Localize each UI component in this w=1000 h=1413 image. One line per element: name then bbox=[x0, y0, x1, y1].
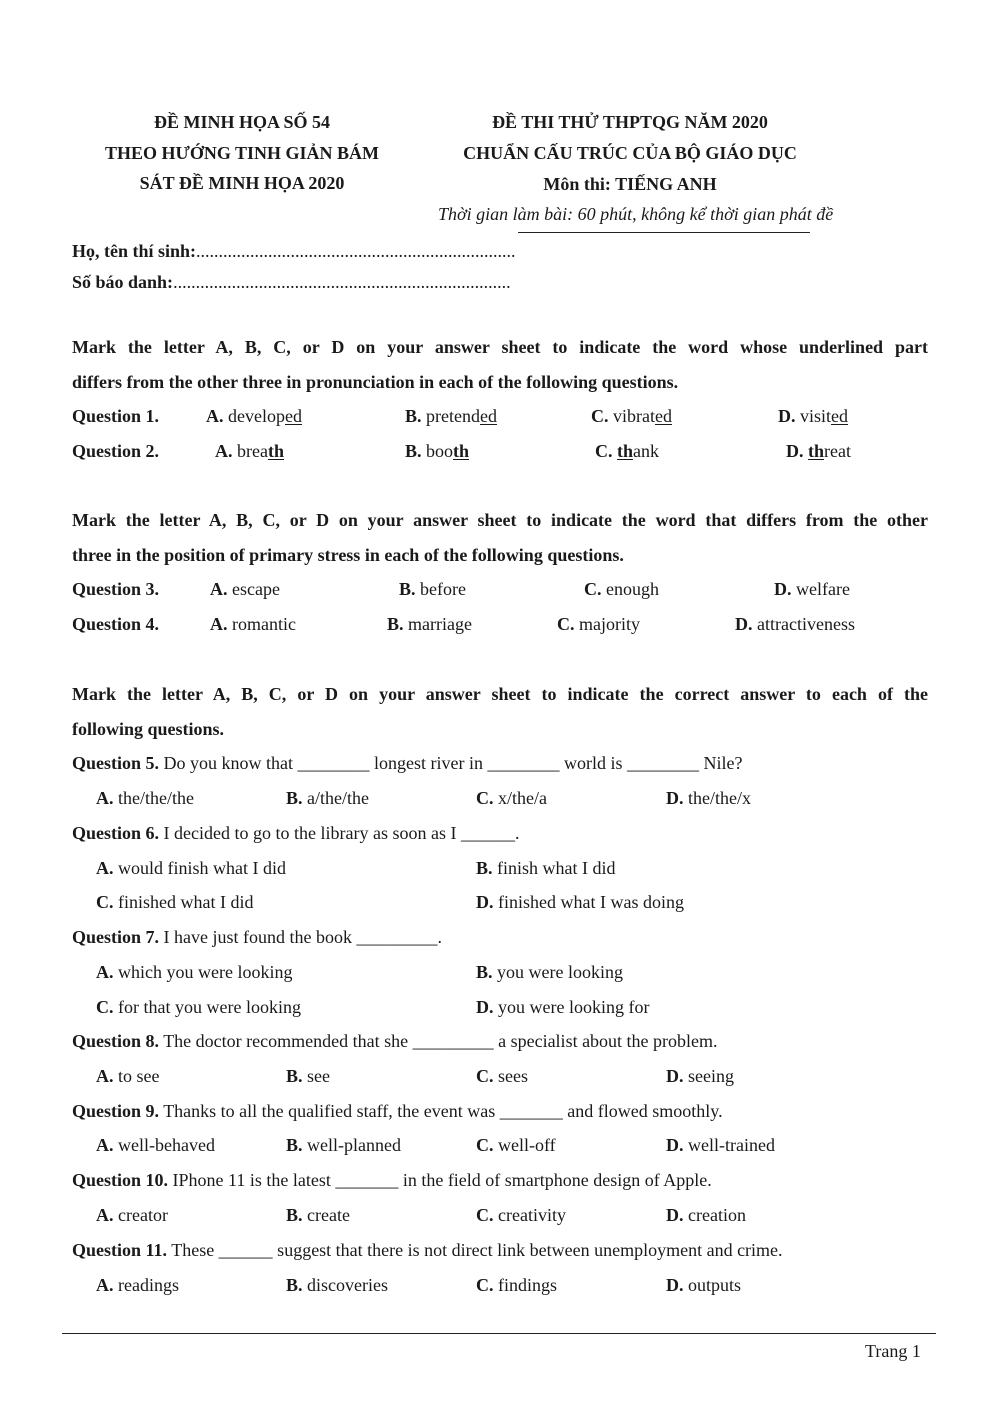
option-text: creator bbox=[118, 1205, 168, 1225]
option-letter: C. bbox=[591, 406, 609, 426]
question-8-option-c[interactable] bbox=[476, 1066, 528, 1087]
option-letter: A. bbox=[210, 614, 228, 634]
option-text: creativity bbox=[498, 1205, 566, 1225]
section3-instruction-line1: Mark the letter A, B, C, or D on your answer sheet to indicate the correct answer to each of the bbox=[72, 684, 928, 704]
question-11-option-a[interactable] bbox=[96, 1275, 179, 1296]
option-text: escape bbox=[232, 579, 280, 599]
question-8-option-d[interactable] bbox=[666, 1066, 734, 1087]
question-9-stem bbox=[72, 1101, 723, 1122]
question-8-option-a[interactable] bbox=[96, 1066, 159, 1087]
question-8-option-b[interactable] bbox=[286, 1066, 330, 1087]
option-text: vibrat bbox=[613, 406, 655, 426]
question-3-option-d[interactable] bbox=[774, 579, 850, 600]
option-letter: A. bbox=[96, 1205, 114, 1225]
option-letter: C. bbox=[595, 441, 613, 461]
question-3-label: Question 3. bbox=[72, 579, 160, 599]
question-3-option-a[interactable] bbox=[210, 579, 280, 600]
header-left-line2: THEO HƯỚNG TINH GIẢN BÁM bbox=[104, 143, 380, 163]
option-letter: A. bbox=[96, 1066, 114, 1086]
option-letter: C. bbox=[557, 614, 575, 634]
option-text: well-trained bbox=[688, 1135, 775, 1155]
question-label: Question 9. bbox=[72, 1101, 160, 1121]
question-text: I have just found the book _________. bbox=[159, 927, 442, 947]
option-text: romantic bbox=[232, 614, 296, 634]
option-text: pretend bbox=[426, 406, 480, 426]
underlined-part: ed bbox=[655, 406, 672, 426]
underlined-part: th bbox=[267, 441, 284, 461]
section2-instruction-line1: Mark the letter A, B, C, or D on your answer sheet to indicate the word that differs from the other bbox=[72, 510, 928, 530]
option-text: welfare bbox=[796, 579, 850, 599]
question-6-stem bbox=[72, 823, 519, 844]
option-letter: B. bbox=[476, 962, 493, 982]
option-letter: D. bbox=[786, 441, 804, 461]
question-text: I decided to go to the library as soon as I ______. bbox=[159, 823, 520, 843]
option-text: visit bbox=[800, 406, 832, 426]
option-letter: C. bbox=[584, 579, 602, 599]
option-letter: D. bbox=[778, 406, 796, 426]
question-10-option-b[interactable] bbox=[286, 1205, 350, 1226]
option-text: the/the/the bbox=[118, 788, 194, 808]
section1-instruction-line2: differs from the other three in pronunciation in each of the following questions. bbox=[72, 372, 679, 392]
option-letter: D. bbox=[476, 997, 494, 1017]
question-4-label: Question 4. bbox=[72, 614, 160, 634]
option-letter: A. bbox=[206, 406, 224, 426]
page-number: Trang 1 bbox=[865, 1341, 921, 1361]
option-letter: B. bbox=[405, 441, 422, 461]
question-11-option-c[interactable] bbox=[476, 1275, 557, 1296]
header-right-line3: Môn thi: TIẾNG ANH bbox=[543, 174, 717, 194]
question-1-option-c[interactable] bbox=[591, 406, 672, 427]
question-7-option-a[interactable] bbox=[96, 962, 292, 983]
section1-instruction-line1: Mark the letter A, B, C, or D on your answer sheet to indicate the word whose underlined part bbox=[72, 337, 928, 357]
option-text: brea bbox=[237, 441, 268, 461]
option-text: you were looking bbox=[497, 962, 623, 982]
question-9-option-c[interactable] bbox=[476, 1135, 556, 1156]
option-text: marriage bbox=[408, 614, 472, 634]
candidate-id-dots: ........................................................................... bbox=[173, 272, 511, 292]
option-text: x/the/a bbox=[498, 788, 547, 808]
option-text: boo bbox=[426, 441, 454, 461]
header-left-line3: SÁT ĐỀ MINH HỌA 2020 bbox=[139, 173, 345, 193]
question-10-stem bbox=[72, 1170, 712, 1191]
option-text: creation bbox=[688, 1205, 746, 1225]
question-5-option-d[interactable] bbox=[666, 788, 751, 809]
question-text: Do you know that ________ longest river in ________ world is ________ Nile? bbox=[159, 753, 743, 773]
header-right-line1: ĐỀ THI THỬ THPTQG NĂM 2020 bbox=[492, 112, 768, 132]
option-text: develop bbox=[228, 406, 285, 426]
option-text: before bbox=[420, 579, 466, 599]
option-text: would finish what I did bbox=[118, 858, 286, 878]
question-text: Thanks to all the qualified staff, the event was _______ and flowed smoothly. bbox=[159, 1101, 723, 1121]
option-letter: B. bbox=[286, 1135, 303, 1155]
question-label: Question 11. bbox=[72, 1240, 168, 1260]
underlined-part: ed bbox=[831, 406, 849, 426]
option-letter: D. bbox=[774, 579, 792, 599]
section2-instruction-line2: three in the position of primary stress in each of the following questions. bbox=[72, 545, 624, 565]
question-label: Question 10. bbox=[72, 1170, 169, 1190]
question-8-stem bbox=[72, 1031, 718, 1052]
question-11-option-b[interactable] bbox=[286, 1275, 388, 1296]
option-letter: C. bbox=[476, 788, 494, 808]
time-note: Thời gian làm bài: 60 phút, không kể thời gian phát đề bbox=[438, 204, 834, 224]
footer-rule bbox=[62, 1333, 936, 1334]
option-letter: B. bbox=[286, 1205, 303, 1225]
question-7-option-c[interactable] bbox=[96, 997, 301, 1018]
question-11-option-d[interactable] bbox=[666, 1275, 741, 1296]
time-note-rule bbox=[518, 232, 810, 233]
question-7-option-d[interactable] bbox=[476, 997, 649, 1018]
question-6-option-c[interactable] bbox=[96, 892, 253, 913]
option-letter: D. bbox=[666, 1066, 684, 1086]
candidate-name-line bbox=[72, 241, 516, 262]
option-letter: D. bbox=[476, 892, 494, 912]
question-text: The doctor recommended that she _________ a specialist about the problem. bbox=[159, 1031, 718, 1051]
option-text: enough bbox=[606, 579, 659, 599]
question-5-option-b[interactable] bbox=[286, 788, 369, 809]
underlined-part: ed bbox=[284, 406, 302, 426]
underlined-part: th bbox=[453, 441, 470, 461]
option-text: reat bbox=[824, 441, 851, 461]
option-letter: D. bbox=[735, 614, 753, 634]
question-label: Question 8. bbox=[72, 1031, 160, 1051]
option-letter: B. bbox=[286, 1066, 303, 1086]
option-text: a/the/the bbox=[307, 788, 369, 808]
option-letter: D. bbox=[666, 1135, 684, 1155]
option-text: which you were looking bbox=[118, 962, 293, 982]
question-6-option-b[interactable] bbox=[476, 858, 616, 879]
question-1-option-a[interactable] bbox=[206, 406, 302, 427]
option-text: outputs bbox=[688, 1275, 742, 1295]
question-3-option-c[interactable] bbox=[584, 579, 659, 600]
question-9-option-b[interactable] bbox=[286, 1135, 401, 1156]
option-letter: A. bbox=[210, 579, 228, 599]
question-9-option-d[interactable] bbox=[666, 1135, 775, 1156]
option-letter: B. bbox=[286, 788, 303, 808]
option-text: readings bbox=[118, 1275, 179, 1295]
question-5-option-a[interactable] bbox=[96, 788, 194, 809]
option-text: well-off bbox=[498, 1135, 556, 1155]
option-text: ank bbox=[633, 441, 660, 461]
option-text: well-planned bbox=[307, 1135, 401, 1155]
option-letter: A. bbox=[215, 441, 233, 461]
question-5-option-c[interactable] bbox=[476, 788, 547, 809]
option-text: seeing bbox=[688, 1066, 734, 1086]
option-letter: B. bbox=[399, 579, 416, 599]
option-text: attractiveness bbox=[757, 614, 855, 634]
question-10-option-c[interactable] bbox=[476, 1205, 566, 1226]
question-2-option-c[interactable] bbox=[595, 441, 659, 462]
candidate-name-dots: ....................................................................... bbox=[196, 241, 516, 261]
question-3-option-b[interactable] bbox=[399, 579, 466, 600]
question-label: Question 6. bbox=[72, 823, 160, 843]
underlined-part: th bbox=[617, 441, 634, 461]
option-letter: A. bbox=[96, 858, 114, 878]
option-text: finished what I was doing bbox=[498, 892, 684, 912]
header-left-line1: ĐỀ MINH HỌA SỐ 54 bbox=[153, 112, 331, 132]
option-letter: B. bbox=[387, 614, 404, 634]
option-text: to see bbox=[118, 1066, 160, 1086]
underlined-part: ed bbox=[480, 406, 497, 426]
option-text: discoveries bbox=[307, 1275, 388, 1295]
question-1-option-d[interactable] bbox=[778, 406, 848, 427]
question-4-option-d[interactable] bbox=[735, 614, 855, 635]
option-text: create bbox=[307, 1205, 350, 1225]
question-4-option-b[interactable] bbox=[387, 614, 472, 635]
candidate-id-line bbox=[72, 272, 511, 293]
question-10-option-d[interactable] bbox=[666, 1205, 746, 1226]
question-4-option-c[interactable] bbox=[557, 614, 640, 635]
option-letter: A. bbox=[96, 1135, 114, 1155]
option-text: finished what I did bbox=[118, 892, 254, 912]
question-7-option-b[interactable] bbox=[476, 962, 623, 983]
section3-instruction-line2: following questions. bbox=[72, 719, 225, 739]
option-letter: A. bbox=[96, 962, 114, 982]
option-text: you were looking for bbox=[498, 997, 650, 1017]
question-2-option-d[interactable] bbox=[786, 441, 851, 462]
option-letter: C. bbox=[476, 1275, 494, 1295]
option-text: the/the/x bbox=[688, 788, 751, 808]
option-letter: B. bbox=[476, 858, 493, 878]
option-letter: B. bbox=[405, 406, 422, 426]
question-5-stem bbox=[72, 753, 742, 774]
option-text: findings bbox=[498, 1275, 558, 1295]
question-4-option-a[interactable] bbox=[210, 614, 296, 635]
question-11-stem bbox=[72, 1240, 783, 1261]
option-letter: D. bbox=[666, 1205, 684, 1225]
option-text: well-behaved bbox=[118, 1135, 215, 1155]
candidate-name-label: Họ, tên thí sinh: bbox=[72, 241, 197, 261]
option-letter: C. bbox=[96, 997, 114, 1017]
option-letter: C. bbox=[96, 892, 114, 912]
option-letter: A. bbox=[96, 788, 114, 808]
question-1-label: Question 1. bbox=[72, 406, 160, 426]
question-label: Question 5. bbox=[72, 753, 160, 773]
question-10-option-a[interactable] bbox=[96, 1205, 168, 1226]
question-2-option-a[interactable] bbox=[215, 441, 284, 462]
option-letter: D. bbox=[666, 788, 684, 808]
question-2-option-b[interactable] bbox=[405, 441, 469, 462]
question-7-stem bbox=[72, 927, 442, 948]
header-right-line2: CHUẨN CẤU TRÚC CỦA BỘ GIÁO DỤC bbox=[463, 143, 797, 163]
question-6-option-d[interactable] bbox=[476, 892, 684, 913]
question-6-option-a[interactable] bbox=[96, 858, 286, 879]
question-9-option-a[interactable] bbox=[96, 1135, 215, 1156]
option-letter: D. bbox=[666, 1275, 684, 1295]
option-letter: A. bbox=[96, 1275, 114, 1295]
option-text: majority bbox=[579, 614, 640, 634]
option-text: finish what I did bbox=[497, 858, 616, 878]
option-text: see bbox=[307, 1066, 330, 1086]
option-letter: C. bbox=[476, 1205, 494, 1225]
question-text: IPhone 11 is the latest _______ in the field of smartphone design of Apple. bbox=[168, 1170, 712, 1190]
option-text: sees bbox=[498, 1066, 528, 1086]
question-1-option-b[interactable] bbox=[405, 406, 497, 427]
option-letter: C. bbox=[476, 1135, 494, 1155]
option-text: for that you were looking bbox=[118, 997, 301, 1017]
option-letter: B. bbox=[286, 1275, 303, 1295]
candidate-id-label: Số báo danh: bbox=[72, 272, 174, 292]
question-label: Question 7. bbox=[72, 927, 160, 947]
question-text: These ______ suggest that there is not direct link between unemployment and crime. bbox=[167, 1240, 783, 1260]
question-2-label: Question 2. bbox=[72, 441, 160, 461]
option-letter: C. bbox=[476, 1066, 494, 1086]
underlined-part: th bbox=[808, 441, 825, 461]
